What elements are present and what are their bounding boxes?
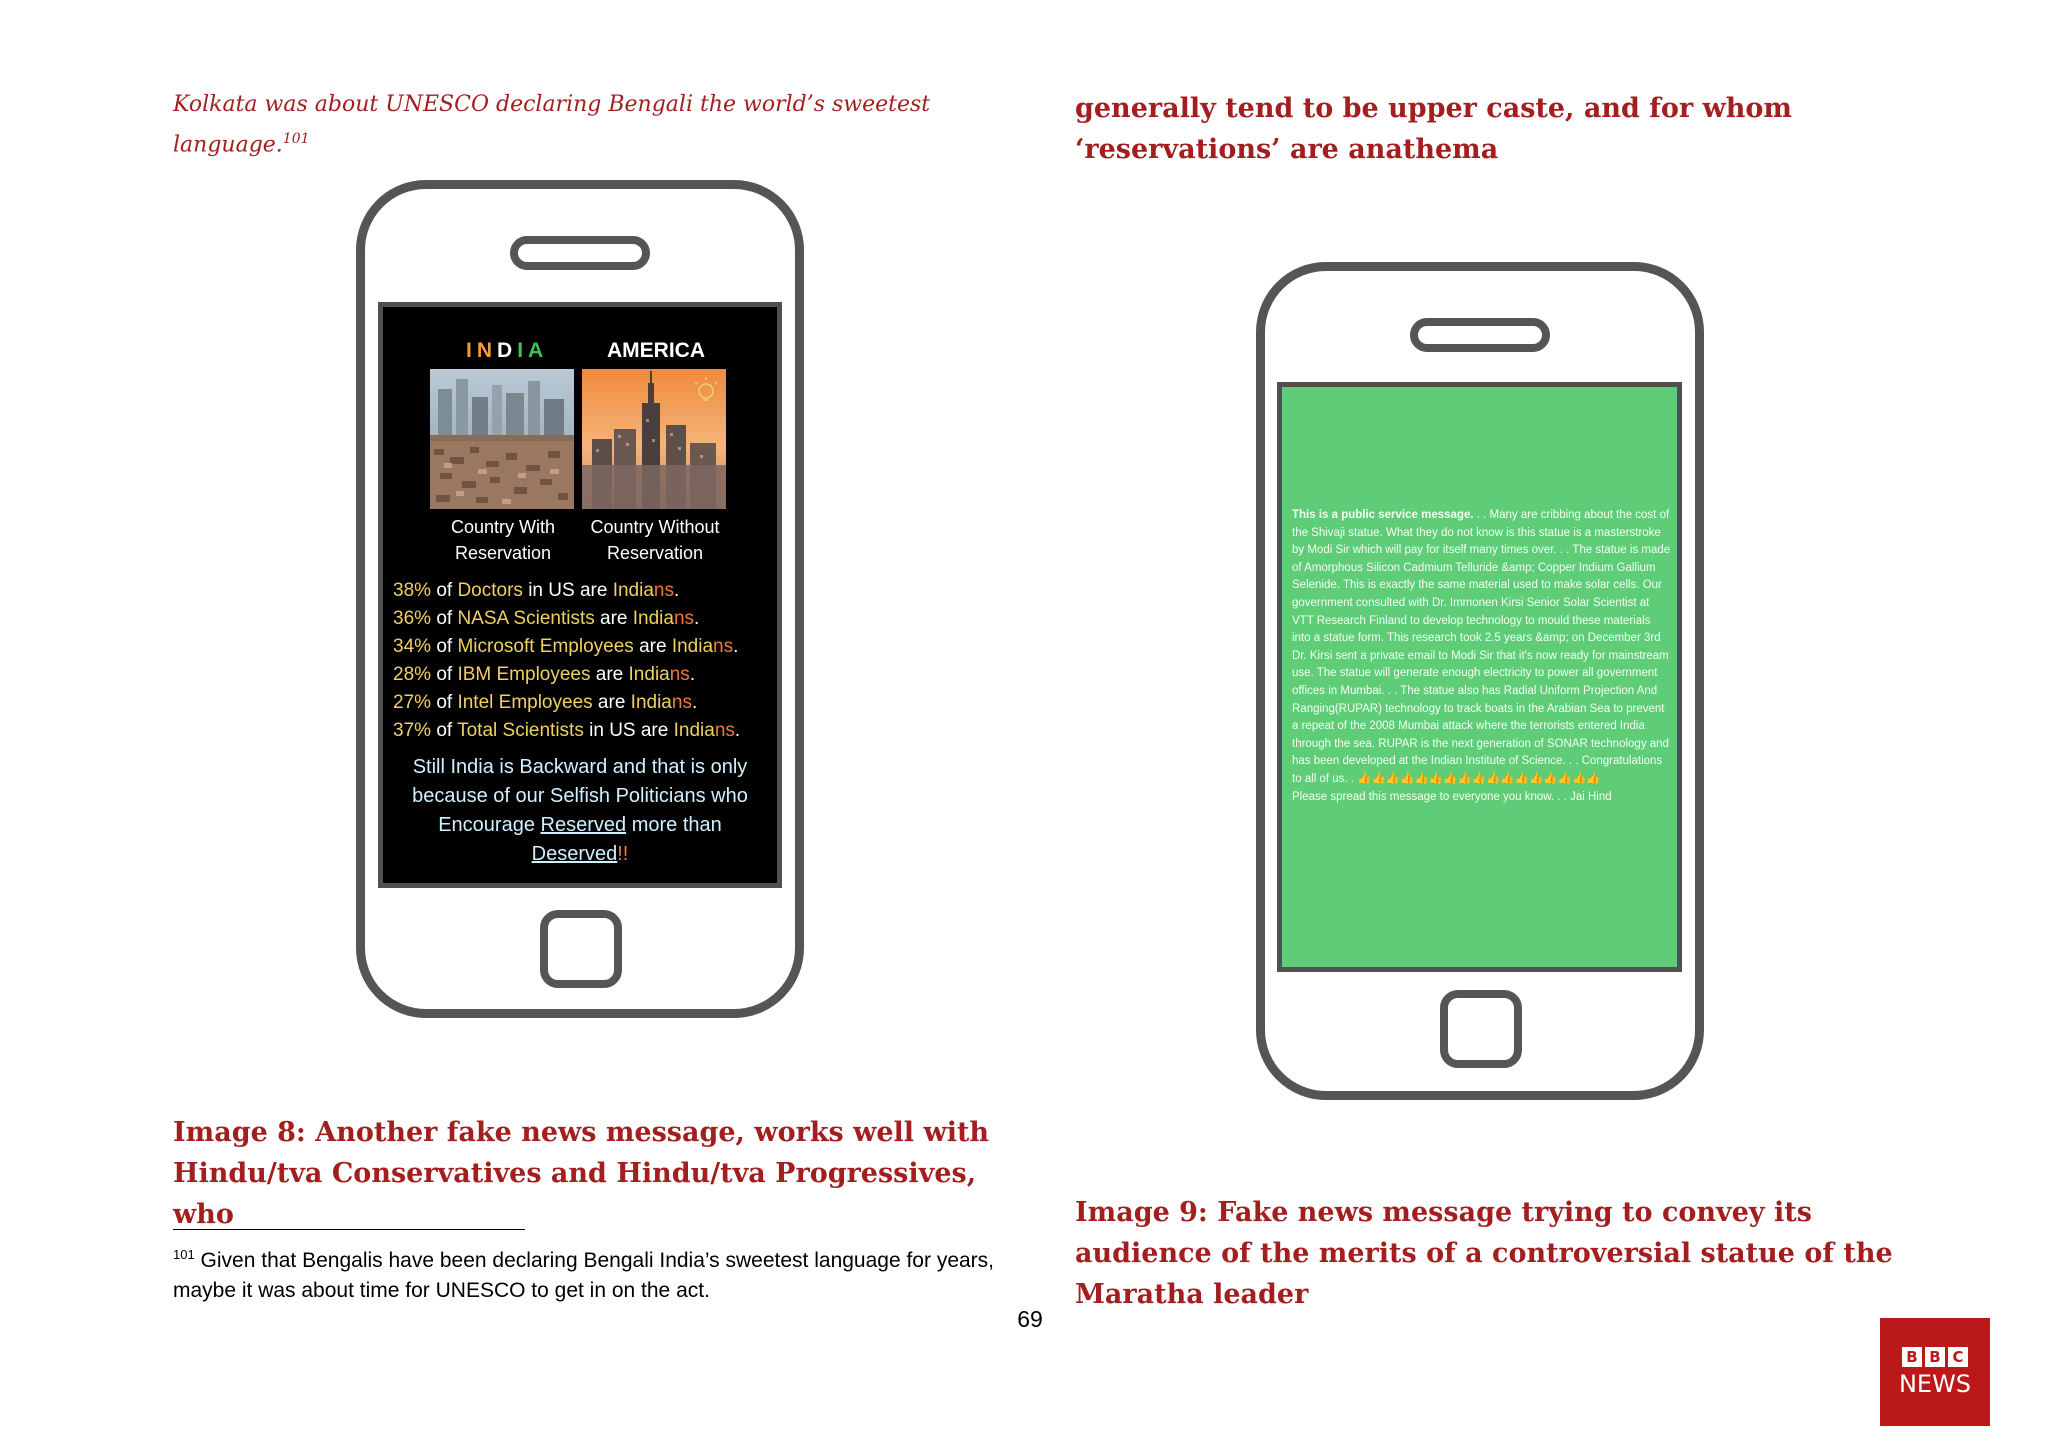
phone-1-screen (378, 302, 782, 888)
image-9-caption: Image 9: Fake news message trying to convey its audience of the merits of a controversial statue of the Maratha leader (1075, 1197, 1893, 1310)
intro-sentence: Kolkata was about UNESCO declaring Bengali the world’s sweetest language. (173, 92, 931, 158)
page-number: 69 (1017, 1306, 1043, 1332)
india-letter: I (466, 339, 477, 362)
phone-2-screen (1277, 382, 1682, 972)
reserved-word: Reserved (540, 814, 627, 836)
stat-of: of (436, 664, 453, 685)
stat-pct: 38% (393, 580, 432, 601)
stat-end: . (694, 608, 700, 629)
country-without-reservation-label: Country Without Reservation (590, 517, 720, 563)
bbc-letter: B (1902, 1347, 1922, 1367)
stat-what: NASA Scientists (457, 608, 595, 629)
stat-end: . (691, 692, 698, 713)
psa-message (1292, 507, 1672, 806)
psa-body: . . Many are cribbing about the cost of the Shivaji statue. What they do not know is this statue is a masterstroke by Modi Sir which will pay for itself many times over. . . The statue is made of Amorphous Silicon Cadmium Telluride &amp; Copper Indium Gallium Selenide. This is exactly the same material used to make solar cells. Our government consulted with Dr. Immonen Kirsi Senior Solar Scientist at VTT Research Finland to develop technology to mould these materials into a statue form. This research took 2.5 years &amp; on December 3rd Dr. Kirsi sent a private email to Modi Sir that it's now ready for mainstream use. The statue will generate enough electricity to power all government offices in Mumbai. . . The statue also has Radial Uniform Projection And Ranging(RUPAR) technology to track boats in the Arabian Sea to prevent a repeat of the 2008 Mumbai attack where the terrorists entered India through the sea. RUPAR is the next generation of SONAR technology and has been developed at the Indian Institute of Science. . . Congratulations to all of us. . (1292, 509, 1671, 785)
phone-1-speaker (510, 236, 650, 270)
stat-ns: ns (713, 636, 734, 657)
image-8-caption: Image 8: Another fake news message, works well with Hindu/tva Conservatives and Hindu/tva Progressives, who (173, 1117, 990, 1230)
more-than-text: more than (631, 814, 722, 836)
stat-what: Microsoft Employees (457, 636, 634, 657)
stat-rest: are (595, 664, 624, 685)
stat-rest: in US are (589, 720, 669, 741)
exclamation: !! (617, 843, 629, 865)
bbc-letter: C (1948, 1347, 1968, 1367)
stat-ind: India (673, 720, 715, 741)
skyline-photo (582, 369, 726, 509)
stat-line (393, 605, 783, 633)
india-letter: N (476, 339, 498, 362)
stat-pct: 36% (393, 608, 432, 629)
psa-closing: Please spread this message to everyone you know. . . Jai Hind (1292, 790, 1612, 803)
thumbs-up-icons: 👍👍👍👍👍👍👍👍👍👍👍👍👍👍👍👍👍 (1357, 772, 1601, 785)
stat-what: Doctors (457, 580, 523, 601)
stat-what: Total Scientists (457, 720, 584, 741)
stat-what: Intel Employees (457, 692, 593, 713)
stat-of: of (436, 692, 453, 713)
stat-ns: ns (669, 664, 690, 685)
deserved-word: Deserved (531, 843, 618, 865)
bbc-letter: B (1925, 1347, 1945, 1367)
stat-pct: 28% (393, 664, 432, 685)
stat-ns: ns (673, 608, 695, 629)
footnote-number: 101 (173, 1247, 195, 1262)
stat-rest: are (597, 692, 626, 713)
stat-ind: India (628, 664, 670, 685)
bbc-news-logo (1880, 1318, 1990, 1426)
india-label (466, 339, 548, 363)
stat-line (393, 633, 783, 661)
stat-end: . (733, 636, 739, 657)
stat-line (393, 717, 783, 745)
india-letter: I (517, 339, 529, 362)
bbc-boxes (1902, 1347, 1968, 1367)
stat-ns: ns (714, 720, 735, 741)
india-letter: D (497, 339, 518, 362)
country-with-reservation-label: Country With Reservation (450, 517, 556, 563)
america-label: AMERICA (607, 339, 705, 362)
stat-line (393, 577, 783, 605)
stat-of: of (436, 580, 453, 601)
stat-rest: are (600, 608, 628, 629)
stat-ind: India (632, 608, 674, 629)
stat-rest: are (639, 636, 667, 657)
stat-what: IBM Employees (457, 664, 591, 685)
phone-2-speaker (1410, 318, 1550, 352)
stat-end: . (673, 580, 680, 601)
footnote-divider (173, 1229, 525, 1230)
stat-of: of (436, 636, 453, 657)
stat-ind: India (612, 580, 654, 601)
stat-ns: ns (671, 692, 692, 713)
stat-pct: 27% (393, 692, 432, 713)
stat-of: of (436, 608, 453, 629)
footnote (173, 1240, 1013, 1306)
stat-rest: in US are (528, 580, 608, 601)
footnote-ref[interactable]: 101 (282, 131, 310, 147)
conclusion-main: Still India is Backward and that is only because of our Selfish Politicians who Encourage (412, 756, 748, 836)
psa-lead: This is a public service message. (1292, 509, 1474, 521)
intro-text (173, 88, 973, 162)
stat-line (393, 661, 783, 689)
continued-caption: generally tend to be upper caste, and for whom ‘reservations’ are anathema (1075, 93, 1792, 165)
footnote-text: Given that Bengalis have been declaring Bengali India’s sweetest language for years, maybe it was about time for UNESCO to get in on the act. (173, 1249, 995, 1302)
stat-pct: 37% (393, 720, 432, 741)
stat-ns: ns (653, 580, 674, 601)
stat-line (393, 689, 783, 717)
stat-of: of (436, 720, 453, 741)
conclusion-text (383, 753, 777, 869)
india-letter: A (528, 339, 549, 362)
news-wordmark: NEWS (1898, 1369, 1972, 1398)
stat-ind: India (671, 636, 714, 657)
stat-end: . (734, 720, 741, 741)
phone-2-home-button (1440, 990, 1522, 1068)
slum-city-photo (430, 369, 574, 509)
phone-1-home-button (540, 910, 622, 988)
stat-end: . (689, 664, 696, 685)
stat-ind: India (630, 692, 672, 713)
stat-pct: 34% (393, 636, 432, 657)
stats-list (393, 577, 783, 745)
